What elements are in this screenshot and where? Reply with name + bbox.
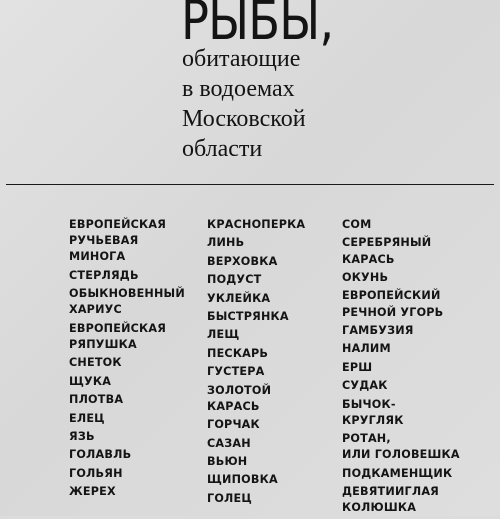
fish-name-line: ЕВРОПЕЙСКИЙ [342,289,441,303]
fish-list-item [69,321,185,353]
fish-list-item [69,447,185,463]
fish-list-item [342,341,460,357]
fish-name-line: РЕЧНОЙ УГОРЬ [342,305,444,319]
fish-name-line: ГОЛЬЯН [69,466,123,480]
fish-name-line: ОБЫКНОВЕННЫЙ [69,287,185,301]
fish-list-item [342,484,460,516]
fish-name-line: ГОЛЕЦ [207,491,252,505]
fish-name-line: ЕВРОПЕЙСКАЯ [69,321,167,335]
fish-list-item [207,417,305,433]
fish-name-line: САЗАН [207,436,251,450]
fish-list-item [342,466,460,482]
fish-name-line: СЕРЕБРЯНЫЙ [342,236,432,250]
fish-name-line: КРАСНОПЕРКА [207,218,306,231]
fish-name-line: ГУСТЕРА [207,365,265,379]
page-subtitle [182,44,306,164]
fish-name-line: ПОДКАМЕНЩИК [342,466,453,480]
fish-list-item [69,286,185,318]
page-title: РЫБЫ, [181,0,334,52]
fish-name-line: КАРАСЬ [207,399,260,413]
fish-list-item [207,383,305,415]
fish-list-item [207,217,305,233]
fish-list-item [69,374,185,390]
fish-name-line: ЖЕРЕХ [69,485,116,499]
fish-list-item [69,392,185,408]
fish-name-line: РУЧЬЕВАЯ [69,234,139,248]
fish-list-item [69,268,185,284]
fish-name-line: ДЕВЯТИИГЛАЯ [342,485,439,499]
fish-list-item [207,327,305,343]
fish-name-line: ЕВРОПЕЙСКАЯ [69,218,167,231]
subtitle-line: обитающие [182,46,301,72]
fish-name-line: РЯПУШКА [69,337,137,351]
fish-name-line: КОЛЮШКА [342,501,417,515]
fish-name-line: МИНОГА [69,250,126,264]
fish-name-line: СТЕРЛЯДЬ [69,268,139,282]
fish-name-line: ЩИПОВКА [207,473,278,487]
fish-list-item [69,484,185,500]
fish-list-column-1 [69,217,185,503]
fish-name-line: ЕРШ [342,360,373,374]
fish-name-line: ЗОЛОТОЙ [207,383,272,397]
fish-name-line: ВЕРХОВКА [207,254,278,268]
fish-name-line: РОТАН, [342,432,391,446]
fish-name-line: КРУГЛЯК [342,413,404,427]
fish-list-item [207,291,305,307]
fish-name-line: ОКУНЬ [342,270,389,284]
fish-name-line: СНЕТОК [69,356,122,370]
fish-list-item [342,378,460,394]
fish-list-item [342,360,460,376]
fish-list-item [69,217,185,266]
fish-list-item [207,436,305,452]
fish-list-item [207,272,305,288]
fish-name-line: ПЕСКАРЬ [207,346,269,360]
fish-list-item [342,217,460,233]
fish-list-item [207,454,305,470]
fish-list-item [342,431,460,463]
fish-list-item [342,288,460,320]
fish-name-line: ПЛОТВА [69,393,124,407]
subtitle-line: в водоемах [182,76,295,102]
fish-name-line: ХАРИУС [69,303,122,317]
fish-list-item [207,309,305,325]
fish-list-column-2 [207,217,305,509]
fish-list-item [69,429,185,445]
fish-list-column-3 [342,217,460,519]
fish-list-item [207,364,305,380]
fish-name-line: ГОЛАВЛЬ [69,448,132,462]
fish-name-line: УКЛЕЙКА [207,291,271,305]
fish-list-item [207,254,305,270]
fish-list-item [342,270,460,286]
fish-list-item [207,472,305,488]
divider-line [6,184,494,185]
fish-list-item [69,466,185,482]
fish-name-line: СУДАК [342,379,388,393]
fish-name-line: ЛЕЩ [207,328,240,342]
fish-list-item [342,397,460,429]
fish-list-item [207,346,305,362]
subtitle-line: Московской [182,106,306,132]
fish-list-item [207,235,305,251]
fish-name-line: ГОРЧАК [207,418,260,432]
fish-list-item [342,323,460,339]
fish-name-line: ЕЛЕЦ [69,411,105,425]
fish-name-line: СОМ [342,218,372,231]
fish-list-item [69,411,185,427]
fish-name-line: БЫСТРЯНКА [207,309,289,323]
fish-name-line: КАРАСЬ [342,252,395,266]
fish-name-line: ЛИНЬ [207,236,245,250]
fish-name-line: НАЛИМ [342,342,391,356]
fish-name-line: БЫЧОК- [342,397,396,411]
fish-name-line: ЯЗЬ [69,429,95,443]
subtitle-line: области [182,136,263,162]
fish-name-line: ВЬЮН [207,454,248,468]
fish-name-line: ЩУКА [69,374,112,388]
fish-list-item [342,235,460,267]
fish-name-line: ГАМБУЗИЯ [342,323,414,337]
fish-name-line: ИЛИ ГОЛОВЕШКА [342,448,460,462]
fish-list-item [69,355,185,371]
fish-list-item [207,491,305,507]
fish-name-line: ПОДУСТ [207,273,262,287]
